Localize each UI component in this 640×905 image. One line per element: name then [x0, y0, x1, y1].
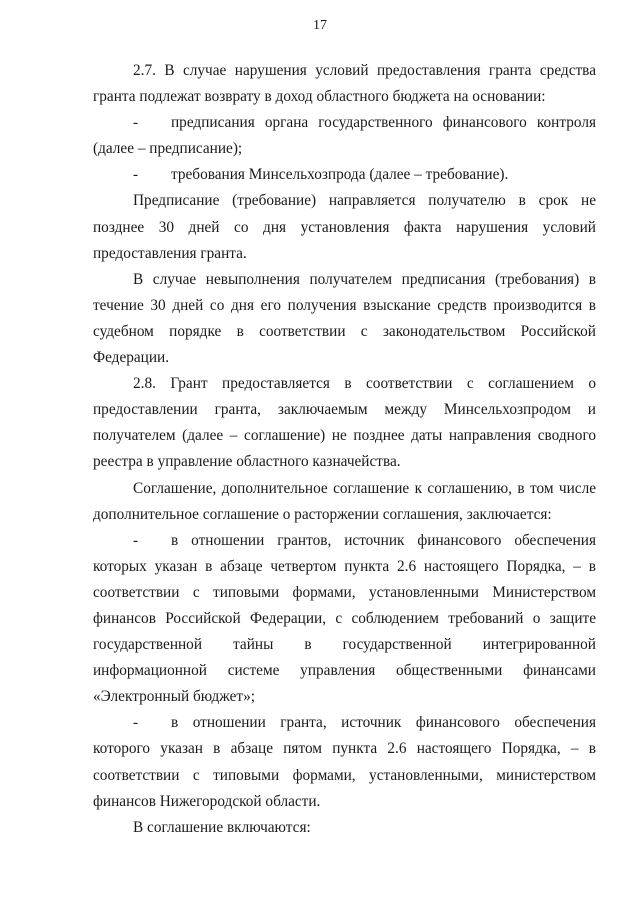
list-item-federal-grants [93, 528, 596, 711]
paragraph-2-7: 2.7. В случае нарушения условий предоставления гранта средства гранта подлежат возврату в доход областного бюджета на основании: [93, 62, 596, 106]
paragraph-2-8: 2.8. Грант предоставляется в соответствии с соглашением о предоставлении гранта, заключаемым между Минсельхозпродом и получателем (далее – соглашение) не позднее даты направления сводного реестра в управление областного казначейства. [93, 375, 596, 471]
paragraph-enforcement: В случае невыполнения получателем предписания (требования) в течение 30 дней со дня его получения взыскание средств производится в судебном порядке в соответствии с законодательством Российской Федерации. [93, 270, 596, 367]
dash-marker: - [133, 166, 139, 184]
list-item-text: предписания органа государственного финансового контроля (далее – предписание); [93, 114, 596, 158]
paragraph-agreement: Соглашение, дополнительное соглашение к соглашению, в том числе дополнительное соглашение о расторжении соглашения, заключается: [93, 479, 596, 523]
list-item-text: в отношении гранта, источник финансового обеспечения которого указан в абзаце пятом пункта 2.6 настоящего Порядка, – в соответствии с типовыми формами, установленными, министерством финансов Нижегородской области. [93, 714, 596, 810]
list-item-text: требования Минсельхозпрода (далее – требование). [171, 166, 509, 184]
dash-marker: - [133, 114, 139, 132]
list-item-requirement [93, 162, 596, 188]
list-item-regional-grant [93, 710, 596, 814]
page-number: 17 [313, 18, 327, 33]
dash-marker: - [133, 714, 139, 732]
paragraph-agreement-includes: В соглашение включаются: [133, 818, 311, 836]
document-body [93, 58, 596, 841]
paragraph-prescription-deadline: Предписание (требование) направляется получателю в срок не позднее 30 дней со дня установления факта нарушения условий предоставления гранта. [93, 192, 596, 262]
list-item-text: в отношении грантов, источник финансового обеспечения которых указан в абзаце четвертом пункта 2.6 настоящего Порядка, – в соответствии с типовыми формами, установленными Министерством финансов Российской Федерации, с соблюдением требований о защите государственной тайны в государственной интегрированной информационной системе управления общественными финансами «Электронный бюджет»; [93, 531, 596, 706]
list-item-prescription [93, 110, 596, 162]
dash-marker: - [133, 531, 139, 549]
